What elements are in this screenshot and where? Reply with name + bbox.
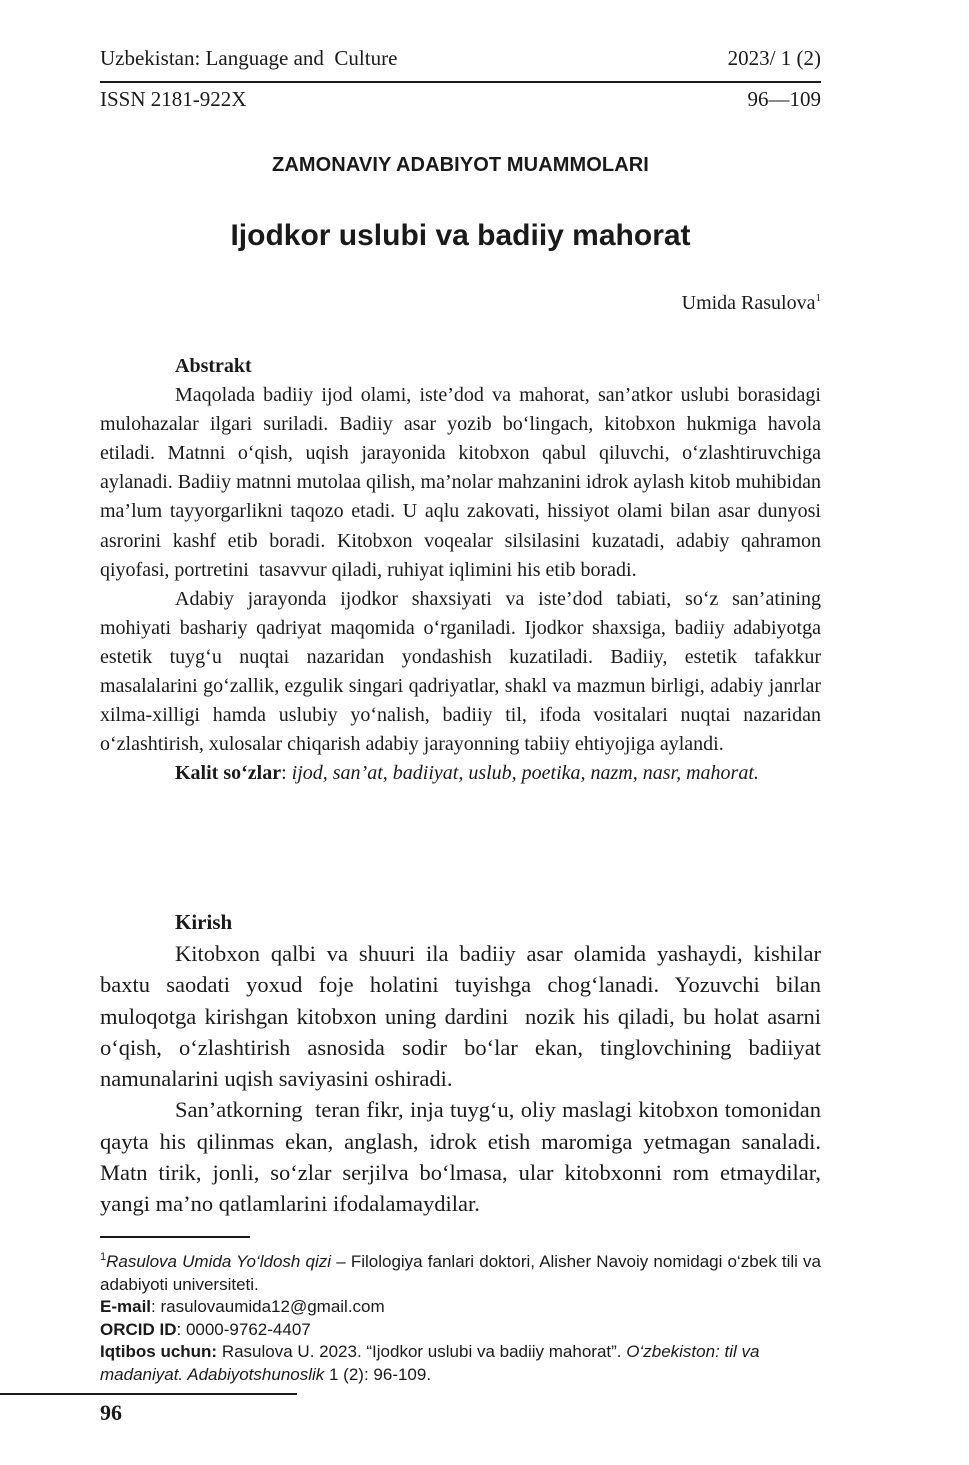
footnote-email (100, 1296, 821, 1319)
journal-name: Uzbekistan: Language and Culture (100, 46, 398, 70)
footnote-affiliation: – Filologiya fanlari doktori, Alisher Navoiy nomidagi o‘zbek tili va adabiyoti universiteti. (100, 1252, 822, 1294)
keywords-list: ijod, san’at, badiiyat, uslub, poetika, nazm, nasr, mahorat. (291, 762, 759, 785)
citation-text: Rasulova U. 2023. “Ijodkor uslubi va badiiy mahorat”. (217, 1342, 627, 1361)
article-title: Ijodkor uslubi va badiiy mahorat (230, 219, 691, 252)
footnote-citation (100, 1341, 821, 1386)
page-range: 96—109 (747, 87, 821, 111)
email-label: E-mail (100, 1297, 152, 1316)
intro-section (100, 907, 827, 1220)
section-title: ZAMONAVIY ADABIYOT MUAMMOLARI (272, 154, 649, 176)
author-name: Umida Rasulova (681, 292, 816, 314)
abstract-section (100, 352, 836, 788)
abstract-paragraph: Adabiy jarayonda ijodkor shaxsiyati va iste’dod tabiati, so‘z san’atining mohiyati bashariy qadriyat maqomida o‘rganiladi. Ijodkor shaxsiga, badiiy adabiyotga estetik tuyg‘u nuqtai nazaridan yondashish kuzatiladi. Badiiy, estetik tafakkur masalalarini go‘zallik, ezgulik singari qadriyatlar, shakl va mazmun birligi, adabiy janrlar xilma-xilligi hamda uslubiy yo‘nalish, badiiy til, ifoda vositalari nuqtai nazaridan o‘zlashtirish, xulosalar chiqarish adabiy jarayonning tabiiy ehtiyojiga aylandi. (100, 587, 821, 756)
intro-heading: Kirish (175, 910, 233, 934)
intro-paragraph: San’atkorning teran fikr, inja tuyg‘u, oliy maslagi kitobxon tomonidan qayta his qilinmas ekan, anglash, idrok etish maromiga yetmagan sanaladi. Matn tirik, jonli, so‘zlar serjilva bo‘lmasa, ular kitobxonni rom etmaydilar, yangi ma’no qatlamlarini ifodalamaydilar. (100, 1097, 827, 1217)
email-value: : rasulovaumida12@gmail.com (151, 1297, 385, 1316)
intro-paragraph: Kitobxon qalbi va shuuri ila badiiy asar olamida yashaydi, kishilar baxtu saodati yoxud foje holatini tuyishga chog‘lanadi. Yozuvchi bilan muloqotga kirishgan kitobxon uning dardini nozik his qiladi, bu holat asarni o‘qish, o‘zlashtirish asnosida sodir bo‘lar ekan, tinglovchining badiiyat namunalarini uqish saviyasini oshiradi. (100, 941, 827, 1092)
issue-number: 2023/ 1 (2) (727, 46, 821, 70)
abstract-paragraph: Maqolada badiiy ijod olami, iste’dod va mahorat, san’atkor uslubi borasidagi mulohazalar ilgari suriladi. Badiiy asar yozib bo‘lingach, kitobxon hukmiga havola etiladi. Matnni o‘qish, uqish jarayonida kitobxon qabul qiluvchi, o‘zlashtiruvchiga aylanadi. Badiiy matnni mutolaa qilish, ma’nolar mahzanini idrok aylash kitob muhibidan ma’lum tayyorgarlikni taqozo etadi. U aqlu zakovati, hissiyot olami bilan asar dunyosi asrorini kashf etib boradi. Kitobxon voqealar silsilasini kuzatadi, adabiy qahramon qiyofasi, portretini tasavvur qiladi, ruhiyat iqlimini his etib boradi. (100, 384, 836, 581)
keywords (100, 759, 821, 788)
orcid-value: : 0000-9762-4407 (176, 1319, 311, 1339)
issn: ISSN 2181-922X (100, 87, 247, 111)
citation-tail: 1 (2): 96-109. (324, 1364, 432, 1384)
citation-label: Iqtibos uchun: (100, 1342, 218, 1361)
footnote-divider (100, 1236, 250, 1238)
author-footnote-mark: 1 (815, 292, 821, 304)
running-header (100, 46, 821, 71)
author (682, 292, 821, 315)
page-footer-divider (0, 1393, 297, 1395)
citation-journal: O‘zbekiston: til va madaniyat. Adabiyotshunoslik (100, 1342, 760, 1384)
footnote-orcid (100, 1319, 821, 1342)
footnote (100, 1246, 821, 1386)
keywords-separator: : (281, 762, 292, 785)
page-number: 96 (100, 1400, 122, 1425)
footnote-mark: 1 (100, 1251, 107, 1263)
orcid-label: ORCID ID (100, 1319, 177, 1339)
footnote-author (100, 1246, 821, 1296)
running-subheader (100, 87, 821, 112)
header-divider (100, 81, 821, 83)
footnote-author-name: Rasulova Umida Yo‘ldosh qizi (106, 1252, 332, 1271)
abstract-heading: Abstrakt (175, 355, 252, 377)
keywords-label: Kalit so‘zlar (175, 762, 282, 785)
